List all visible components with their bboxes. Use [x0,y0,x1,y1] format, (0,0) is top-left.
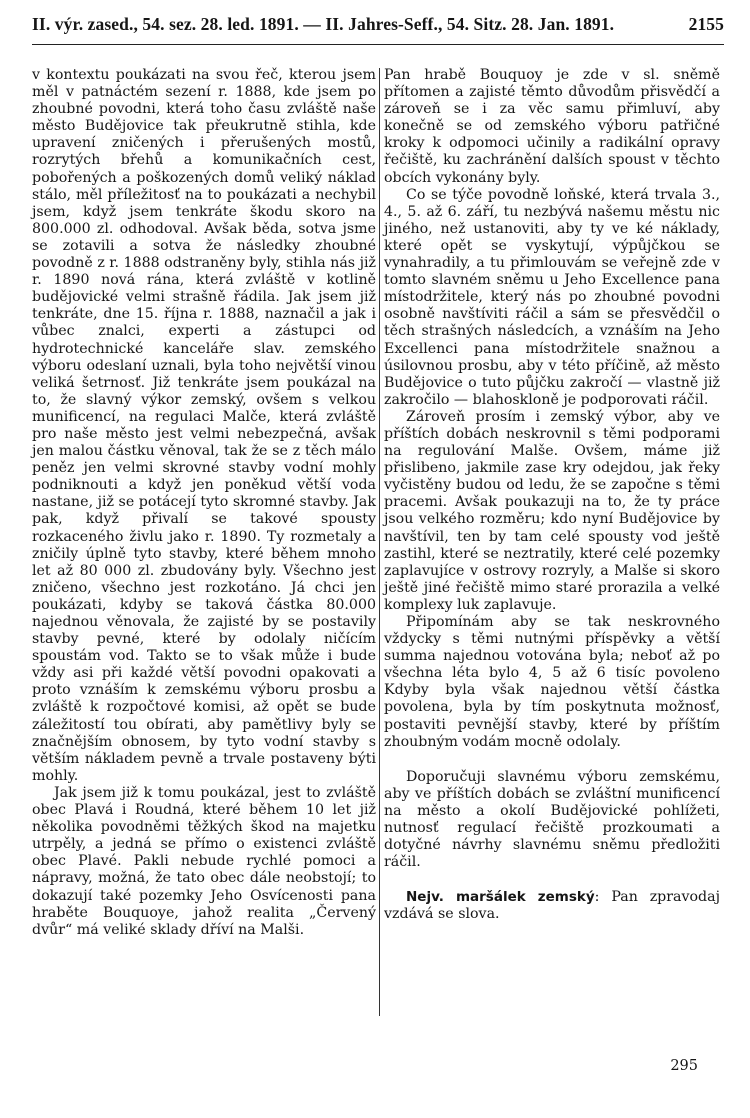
paragraph: Jak jsem již k tomu poukázal, jest to zvláště obec Plavá i Roudná, které během 10 let již několika povodněmi těžkých škod na majetku utrpěly, a jedná se přímo o existenci zvláště obec Plavé. Pakli nebude rychlé pomoci a nápravy, možná, že tato obec dále neobstojí; to dokazují také pozemky Jeho Osvícenosti pana hraběte Bouquoye, jahož realita „Červený dvůr“ má veliké sklady dříví na Malši. [32,784,376,938]
right-column [384,67,720,924]
speaker-paragraph [384,889,720,923]
page-header [32,14,724,45]
left-column [32,67,376,939]
paragraph: Doporučuji slavnému výboru zemskému, aby ve příštích dobách se zvláštní munificencí na město a okolí Budějovické pohlížeti, nutnosť regulací řečiště prozkoumati a dotyčné návrhy slavnému sněmu předložiti ráčil. [384,768,720,871]
paragraph: Pan hrabě Bouquoy je zde v sl. sněmě přítomen a zajisté těmto důvodům přisvědčí a zároveň se i za věc samu přimluví, aby konečně se od zemského výboru patřičné kroky k odpomoci učinily a radikální opravy řečiště, ku zachránění dalších spoust v těchto obcích vykonány byly. [384,67,720,186]
speaker-name: Nejv. maršálek zemský [406,889,595,906]
speaker-text: : Pan zpravodaj vzdává se slova. [384,889,720,923]
paragraph: v kontextu poukázati na svou řeč, kterou jsem měl v patnáctém sezení r. 1888, kde jsem po zhoubné povodni, která toho času zvláště naše město Budějovice tak přeukrutně stihla, kde upravení zničených i přerušených mostů, rozrytých břehů a komunikačních cest, pobořených a poškozených domů veliký náklad stálo, měl příležitosť na to poukázati a nechybil jsem, když jsem tenkráte škodu skoro na 800.000 zl. odhodoval. Avšak běda, sotva jsme se zotavili a sotva že následky zhoubné povodně z r. 1888 odstraněny byly, stihla nás již r. 1890 nová rána, která zvláště v kotlině budějovické velmi strašně řádila. Jak jsem již tenkráte, dne 15. října r. 1888, naznačil a jak i vůbec znalci, experti a zástupci od hydrotechnické kanceláře slav. zemského výboru odeslaní uznali, byla toho největší vinou veliká šetrnosť. Již tenkráte jsem poukázal na to, že slavný výkor zemský, ovšem s velkou munificencí, na regulaci Malče, která zvláště pro naše město jest velmi nebezpečná, avšak jen malou částku věnoval, tak že se z těch málo peněz jen velmi skrovné stavby vodní mohly podniknouti a když jen poněkud větší voda nastane, již se potácejí tyto skromné stavby. Jak pak, když přivalí se takové spousty rozkaceného živlu jako r. 1890. Ty rozmetaly a zničily úplně tyto stavby, které během mnoho let až 80 000 zl. zbudovány byly. Všechno jest zničeno, všechno jest rozkotáno. Já chci jen poukázati, kdyby se taková částka 80.000 najednou věnovala, že zajisté by se postavily stavby pevné, které by odolaly ničícím spoustám vod. Takto se to však může i bude vždy asi při každé větší povodni opakovati a proto vznáším k zemskému výboru prosbu a zvláště k rozpočtové komisi, až opět se bude záležitostí tou obírati, aby pamětlivy byly se značnějším obnosem, by tyto vodní stavby s větším nákladem pevně a trvale postaveny býti mohly. [32,67,376,784]
paragraph: Připomínám aby se tak neskrovného vždycky s těmi nutnými příspěvky a větší summa najednou votována byla; neboť až po všechna léta bylo 4, 5 až 6 tisíc povoleno Kdyby byla však najednou větší částka povolena, byla by tím poskytnuta možnosť, postaviti pevnější stavby, které by příštím zhoubným vodám mocně odolaly. [384,614,720,750]
column-divider [379,68,380,1016]
header-session-info: II. výr. zased., 54. sez. 28. led. 1891. — II. Jahres-Seff., 54. Sitz. 28. Jan. 1891. [32,14,615,34]
header-page-number: 2155 [688,14,724,34]
paragraph: Co se týče povodně loňské, která trvala 3., 4., 5. až 6. září, tu nezbývá našemu městu nic jiného, než ustanoviti, aby ty ve ké náklady, které opět se vyskytují, výpůjčkou se vynahradily, a tu přimlouvám se veřejně zde v tomto slavném sněmu u Jeho Excellence pana místodržitele, který nás po zhoubné povodni osobně navštíviti ráčil a sám se přesvědčil o těch strašných následcích, a vznáším na Jeho Excellenci pana místodržitele snažnou a úsilovnou prosbu, aby v této příčině, až město Budějovice o tuto půjčku zakročí — vlastně již zakročilo — blahoskloně je podporovati ráčil. [384,186,720,408]
page-number: 295 [670,1058,698,1074]
paragraph: Zároveň prosím i zemský výbor, aby ve příštích dobách neskrovnil s těmi podporami na regulování Malše. Ovšem, máme již přislibeno, jakmile zase kry odejdou, jak řeky vyčistěny budou od ledu, že se započne s těmi pracemi. Avšak poukazuji na to, že ty práce jsou velkého rozměru; kdo nyní Budějovice by navštívil, ten by tam celé spousty vod ještě zastihl, které se neztratily, které celé pozemky zaplavujíce v ostrovy rozryly, a Malše si skoro ještě jiné řečiště mimo staré prorazila a velké komplexy luk zaplavuje. [384,408,720,613]
